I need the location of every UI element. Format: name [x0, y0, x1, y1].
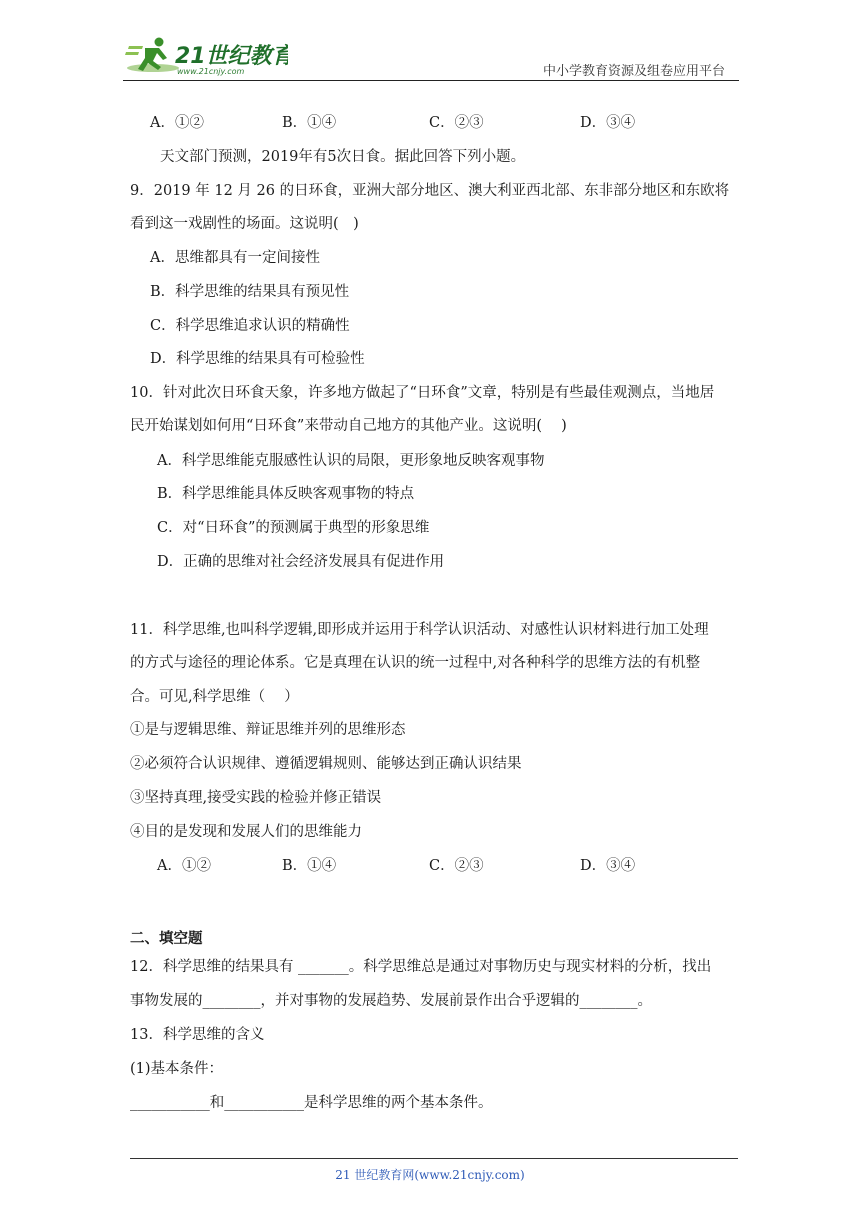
intro-text: 天文部门预测，2019年有5次日食。据此回答下列小题。 [160, 149, 526, 165]
q11-statement-1: ①是与逻辑思维、辩证思维并列的思维形态 [130, 722, 406, 738]
runner-logo-icon [123, 34, 288, 80]
q10-option-c: C．对“日环食”的预测属于典型的形象思维 [157, 520, 430, 536]
footer-divider [130, 1158, 738, 1159]
header-platform-text: 中小学教育资源及组卷应用平台 [542, 64, 725, 79]
site-logo [123, 34, 288, 80]
q13-line: ___________和___________是科学思维的两个基本条件。 [130, 1095, 493, 1111]
q11-option-d: D．③④ [580, 858, 636, 874]
q8-option-d: D．③④ [580, 115, 636, 131]
q9-stem-line1: 9．2019 年 12 月 26 的日环食，亚洲大部分地区、澳大利亚西北部、东非部分地区和东欧将 [130, 183, 730, 199]
q12-line2: 事物发展的________，并对事物的发展趋势、发展前景作出合乎逻辑的________。 [130, 993, 652, 1009]
svg-text:www.21cnjy.com: www.21cnjy.com [177, 67, 245, 76]
q8-option-a: A．①② [150, 115, 204, 131]
q13-title: 13．科学思维的含义 [130, 1027, 265, 1043]
q8-option-c: C．②③ [429, 115, 484, 131]
q12-line1: 12．科学思维的结果具有 _______。科学思维总是通过对事物历史与现实材料的分析，找出 [130, 959, 712, 975]
q9-option-c: C．科学思维追求认识的精确性 [150, 318, 350, 334]
q10-option-b: B．科学思维能具体反映客观事物的特点 [157, 486, 415, 502]
q9-stem-line2: 看到这一戏剧性的场面。这说明( ) [130, 216, 359, 232]
q11-option-c: C．②③ [429, 858, 484, 874]
q10-stem-line1: 10．针对此次日环食天象，许多地方做起了“日环食”文章，特别是有些最佳观测点，当地居 [130, 385, 715, 401]
q9-option-a: A．思维都具有一定间接性 [150, 250, 320, 266]
q10-option-d: D．正确的思维对社会经济发展具有促进作用 [157, 554, 445, 570]
q8-option-b: B．①④ [282, 115, 337, 131]
q10-option-a: A．科学思维能克服感性认识的局限，更形象地反映客观事物 [157, 453, 545, 469]
q10-stem-line2: 民开始谋划如何用“日环食”来带动自己地方的其他产业。这说明( ) [130, 418, 567, 434]
footer-link[interactable]: 21 世纪教育网(www.21cnjy.com) [335, 1168, 525, 1182]
q11-stem-line2: 的方式与途径的理论体系。它是真理在认识的统一过程中,对各种科学的思维方法的有机整 [130, 655, 701, 671]
q11-stem-line3: 合。可见,科学思维（ ） [130, 689, 299, 705]
section-title-fill-blank: 二、填空题 [130, 930, 203, 947]
q9-option-b: B．科学思维的结果具有预见性 [150, 284, 350, 300]
q11-statement-4: ④目的是发现和发展人们的思维能力 [130, 824, 362, 840]
svg-text:21世纪教育: 21世纪教育 [175, 44, 288, 69]
q11-stem-line1: 11．科学思维,也叫科学逻辑,即形成并运用于科学认识活动、对感性认识材料进行加工处理 [130, 622, 709, 638]
q11-statement-2: ②必须符合认识规律、遵循逻辑规则、能够达到正确认识结果 [130, 756, 522, 772]
q11-option-a: A．①② [157, 858, 211, 874]
q9-option-d: D．科学思维的结果具有可检验性 [150, 351, 365, 367]
q11-option-b: B．①④ [282, 858, 337, 874]
header-divider [123, 80, 739, 81]
q13-sub1: (1)基本条件： [130, 1061, 224, 1077]
q11-statement-3: ③坚持真理,接受实践的检验并修正错误 [130, 790, 382, 806]
